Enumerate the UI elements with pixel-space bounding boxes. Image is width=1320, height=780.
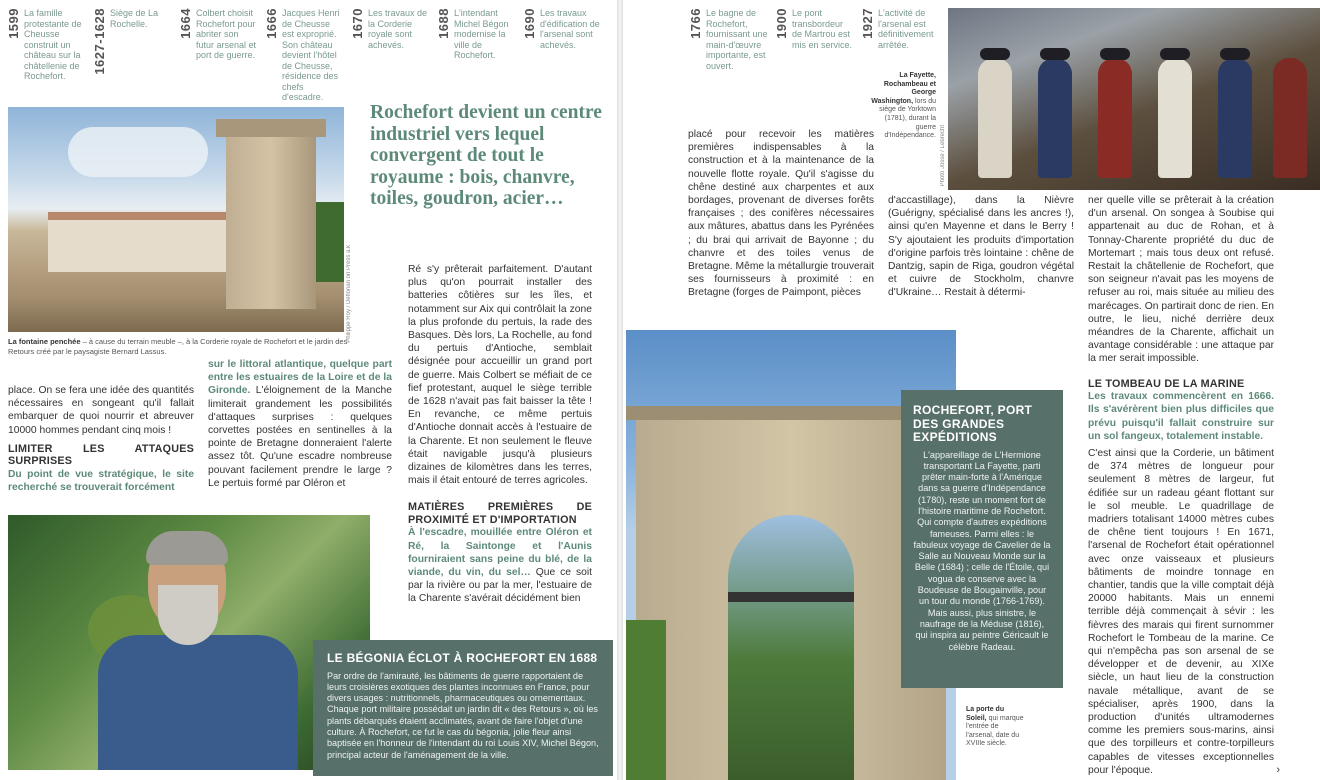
column-6: ner quelle ville se prêterait à la création d'un arsenal. On songea à Soubise qui appartenait au duc de Rohan, et à Tonnay-Charente propriété du duc de Mortemart ; mais tous deux ont refusé. Restait la châtellenie de Rochefort, que son seigneur n'avait pas les moyens de refuser au roi, mais située au milieu des marécages. On partirait donc de rien. En outre, le lieu, niché derrière deux méandres de la Charente, affichait un avantage considérable : une attaque par la mer serait impossible. LE TOMBEAU DE LA MARINE Les travaux commencèrent en 1666. Ils s'avérèrent bien plus difficiles que prévu puisqu'il fallait construire sur un sol fangeux, totalement instable. C'est ainsi que la Corderie, un bâtiment de 374 mètres de longueur pour seulement 8 mètres de largeur, fut édifiée sur un radeau géant flottant sur le sol meuble. Le quadrillage de madriers totalisant 14000 mètres cubes de chêne tient toujours ! En 1671, l'arsenal de Rochefort était opérationnel avec onze vaisseaux et plusieurs bâtiments de moindre tonnage en chantier, tandis que la ville comptait déjà 20000 habitants. Mais un ennemi terrible déjà commençait à sévir : les fièvres des marais qui firent surnommer Rochefort le Tombeau de la marine. Ce qui n'empêcha pas son arsenal de se développer et de devenir, au XIXe siècle, un haut lieu de la construction navale métallique, avant de se spécialiser, après 1900, dans la production d'unités ultramodernes comme les premiers sous-marins, ainsi que des torpilleurs et contre-torpilleurs capables de vitesses exceptionnelles pour l'époque. [1088,195,1274,776]
column-1: place. On se fera une idée des quantités nécessaires en songeant qu'il fallait embarquer de quoi nourrir et abreuver 10000 hommes pendant cinq mois ! LIMITER LES ATTAQUES SURPRISES Du point de vue stratégique, le site recherché se trouverait forcément [8,385,194,494]
timeline-year: 1599 [6,8,21,39]
yorktown-painting [948,8,1320,190]
timeline-entry [860,8,946,71]
timeline-entry [6,8,92,103]
column-3: Ré s'y prêterait parfaitement. D'autant plus qu'on pourrait installer des batteries côtières sur les îles, et notamment sur Aix qui contrôlait la zone la plus profonde du pertuis, la rade des Basques. Dès lors, La Rochelle, au fond du pertuis d'Antioche, semblait désignée pour accueillir un grand port de guerre. Mais Colbert se méfiait de ce fief protestant, auquel le siège terrible de 1628 n'avait pas fait baisser la tête ! En revanche, ce même pertuis d'Antioche donnait accès à l'estuaire de la Charente. Et non seulement le fleuve était navigable jusqu'à plusieurs dizaines de kilomètres dans les terres, mais il était entouré de terres agricoles. MATIÈRES PREMIÈRES DE PROXIMITÉ ET D'IMPORTATION À l'escadre, mouillée entre Oléron et Ré, la Saintonge et l'Aunis fourniraient sans peine du blé, de la viande, du vin, du sel… Que ce soit par la rivière ou par la mer, l'estuaire de la Charente s'avérait décidément bien [408,264,592,605]
painting-caption: La Fayette, Rochambeau et George Washington, lors du siège de Yorktown (1781), durant la guerre d'Indépendance. [871,72,936,140]
timeline-entry [92,8,178,103]
timeline-entry [774,8,860,71]
fountain-credit: Philippe Roy / Deflorian on Press a.k [346,245,352,343]
painting-credit: Photo Josse / Lebrecht [940,125,946,187]
timeline-year: 1900 [774,8,789,39]
timeline-text: Siège de La Rochelle. [110,8,159,29]
timeline-text: Le bagne de Rochefort, fournissant une main-d'œuvre importante, est ouvert. [706,8,768,71]
fountain-photo [8,107,344,332]
timeline-text: La famille protestante de Cheusse construit un château sur la châtellenie de Rochefort. [24,8,82,81]
timeline-year: 1670 [350,8,365,39]
timeline-year: 1927 [860,8,875,39]
arch-caption: La porte du Soleil, qui marque l'entrée de l'arsenal, date du XVIIIe siècle. [966,706,1024,748]
timeline-entry [436,8,522,103]
column-4: placé pour recevoir les matières premières indispensables à la construction et à la maintenance de la nouvelle flotte royale. Qu'il s'agisse du chêne destiné aux charpentes et aux bordages, provenant de diverses forêts françaises ; des conifères nécessaires aux mâtures, abattus dans les Pyrénées ; du brai qui arrivait de Bayonne ; du chanvre et des toiles venus de Bretagne. Même la métallurgie trouverait ses fournisseurs à proximité : en Bretagne (forges de Paimpont, pièces [688,129,875,299]
timeline-text: L'intendant Michel Bégon modernise la ville de Rochefort. [454,8,509,60]
timeline-text: Colbert choisit Rochefort pour abriter son futur arsenal et port de guerre. [196,8,257,60]
timeline-text: L'activité de l'arsenal est définitivement arrêtée. [878,8,934,50]
timeline-text: Jacques Henri de Cheusse est exproprié. Son château devient l'hôtel de Cheusse, résidence des chefs d'escadre. [282,8,340,102]
begonia-sidebar: LE BÉGONIA ÉCLOT À ROCHEFORT EN 1688 Par ordre de l'amirauté, les bâtiments de guerre rapportaient de leurs croisières exotiques des plantes inconnues en France, pour divers usages : nutritionnels, pharmaceutiques ou ornementaux. Chaque port militaire possédait un jardin dit « des Retours », où les plants débarqués étaient acclimatés, avant de faire l'objet d'une culture. À Rochefort, ce fut le cas du bégonia, jolie fleur ainsi baptisée en l'honneur de l'intendant du roi Louis XIV, Michel Bégon, principal acteur de l'aménagement de la ville. [313,640,613,776]
timeline-year: 1688 [436,8,451,39]
timeline-year: 1690 [522,8,537,39]
column-2: sur le littoral atlantique, quelque part entre les estuaires de la Loire et de la Gironde. L'éloignement de la Manche limiterait grandement les possibilités d'attaques surprises : quelques corvettes postées en sentinelles à la pointe de Bretagne donneraient l'alerte assez tôt. Qu'une escadre nombreuse pouvant facilement prendre le large ? Le pertuis formé par Oléron et [208,359,392,489]
timeline-entry [350,8,436,103]
timeline-entry [688,8,774,71]
timeline-text: Les travaux de la Corderie royale sont achevés. [368,8,428,50]
timeline-right [688,8,946,71]
column-5: d'accastillage), dans la Nièvre (Guérigny, spécialisé dans les ancres !), ainsi qu'en Mayenne et dans le Berry ! S'y ajoutaient les produits d'importation d'origine parfois très lointaine : chêne de Dantzig, sapin de Riga, goudron végétal et cuivre de Stockholm, chanvre d'Ukraine… Restait à détermi- [888,195,1074,299]
timeline-year: 1627-1628 [92,8,107,75]
expeditions-sidebar: ROCHEFORT, PORT DES GRANDES EXPÉDITIONS L'appareillage de L'Hermione transportant La Fayette, parti prêter main-forte à l'Amérique dans sa guerre d'Indépendance (1780), reste un moment fort de l'histoire maritime de Rochefort. Qui compte d'autres expéditions fameuses. Parmi elles : le fabuleux voyage de Cavelier de la Salle au Nouveau Monde sur la Belle (1684) ; celle de l'Étoile, qui vogua de conserve avec la Boudeuse de Bougainville, pour un tour du monde (1766-1769). Mais aussi, plus sinistre, le naufrage de la Méduse (1816), qui inspira au peintre Géricault le célèbre Radeau. [901,390,1063,688]
timeline-left [6,8,608,103]
timeline-year: 1664 [178,8,193,39]
timeline-entry [178,8,264,103]
next-page-arrow[interactable]: › [1276,764,1280,776]
timeline-year: 1666 [264,8,279,39]
timeline-entry [522,8,608,103]
fountain-caption: La fontaine penchée – à cause du terrain meuble –, à la Corderie royale de Rochefort et le jardin des Retours créé par le paysagiste Bernard Lassus. [8,337,348,356]
pull-quote: Rochefort devient un centre industriel vers lequel convergent de tout le royaume : bois, chanvre, toiles, goudron, acier… [370,102,602,209]
timeline-text: Les travaux d'édification de l'arsenal sont achevés. [540,8,600,50]
timeline-text: Le pont transbordeur de Martrou est mis en service. [792,8,853,50]
timeline-entry [264,8,350,103]
timeline-year: 1766 [688,8,703,39]
